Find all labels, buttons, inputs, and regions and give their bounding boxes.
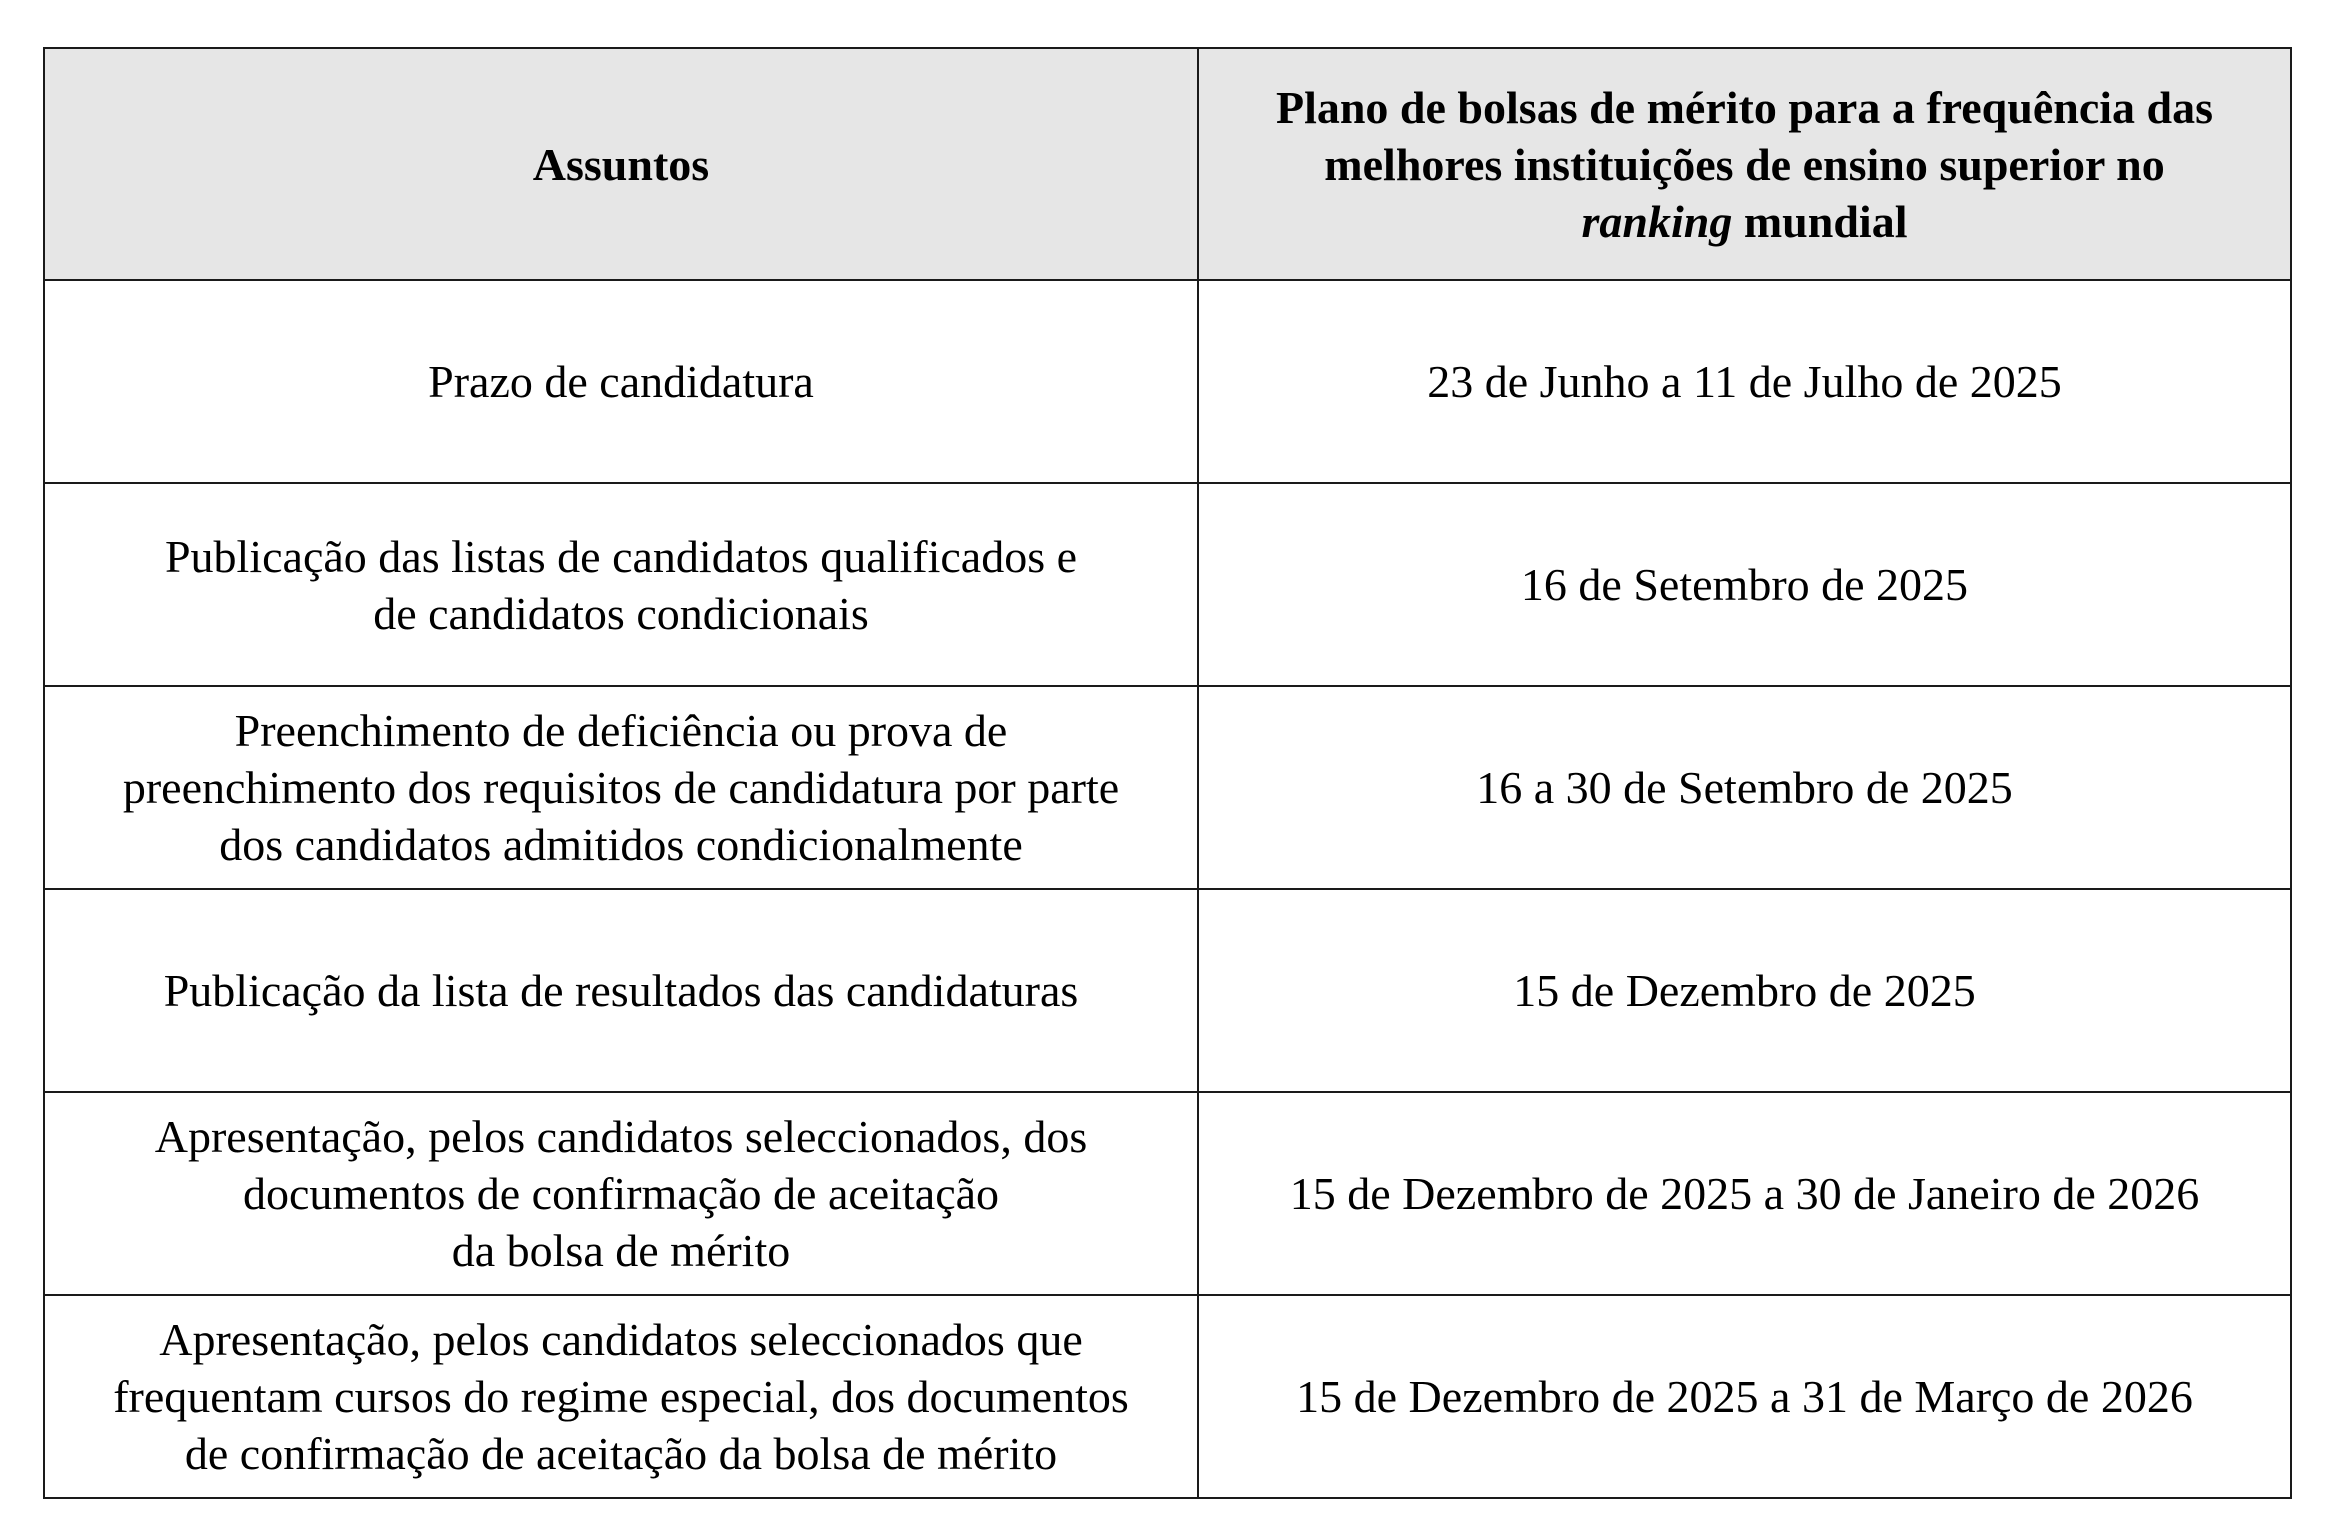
header-plan-line: melhores instituições de ensino superior no <box>1324 138 2165 190</box>
table-row <box>44 280 2291 483</box>
subject-line: Preenchimento de deficiência ou prova de <box>234 705 1008 756</box>
subject-cell <box>44 686 1198 889</box>
header-plan-tail: mundial <box>1732 195 1908 247</box>
date-text: 15 de Dezembro de 2025 a 30 de Janeiro de 2026 <box>1289 1168 2200 1219</box>
header-subjects <box>44 48 1198 280</box>
schedule-table <box>43 47 2292 1499</box>
subject-line: Prazo de candidatura <box>428 356 814 407</box>
subject-line: frequentam cursos do regime especial, dos documentos <box>113 1371 1129 1422</box>
table-row <box>44 1092 2291 1295</box>
date-cell <box>1198 280 2291 483</box>
header-plan-line: Plano de bolsas de mérito para a frequência das <box>1275 81 2214 133</box>
header-plan-italic-word: ranking <box>1581 195 1733 247</box>
subject-cell <box>44 280 1198 483</box>
date-text: 16 de Setembro de 2025 <box>1520 559 1969 610</box>
subject-cell <box>44 483 1198 686</box>
subject-line: Publicação da lista de resultados das candidaturas <box>163 965 1079 1016</box>
header-row <box>44 48 2291 280</box>
header-scholarship-plan <box>1198 48 2291 280</box>
date-cell <box>1198 483 2291 686</box>
subject-cell <box>44 1092 1198 1295</box>
table-row <box>44 1295 2291 1498</box>
date-cell <box>1198 889 2291 1092</box>
subject-cell <box>44 889 1198 1092</box>
subject-line: Apresentação, pelos candidatos seleccionados, dos <box>154 1111 1088 1162</box>
date-cell <box>1198 1295 2291 1498</box>
subject-line: Apresentação, pelos candidatos seleccionados que <box>159 1314 1083 1365</box>
date-text: 15 de Dezembro de 2025 a 31 de Março de 2026 <box>1296 1371 2193 1422</box>
subject-cell <box>44 1295 1198 1498</box>
date-cell <box>1198 1092 2291 1295</box>
subject-line: de candidatos condicionais <box>373 587 869 639</box>
subject-line: preenchimento dos requisitos de candidatura por parte <box>122 762 1120 813</box>
date-text: 15 de Dezembro de 2025 <box>1513 965 1976 1016</box>
subject-line: Publicação das listas de candidatos qualificados e <box>164 530 1078 582</box>
header-plan-line-last <box>1223 193 2266 250</box>
subject-line: de confirmação de aceitação da bolsa de mérito <box>184 1428 1058 1479</box>
table-row <box>44 889 2291 1092</box>
subject-line: da bolsa de mérito <box>451 1225 791 1276</box>
subject-line: dos candidatos admitidos condicionalmente <box>219 819 1023 870</box>
date-cell <box>1198 686 2291 889</box>
date-text: 23 de Junho a 11 de Julho de 2025 <box>1427 356 2062 407</box>
subject-line: documentos de confirmação de aceitação <box>242 1168 1000 1219</box>
header-subjects-label: Assuntos <box>532 138 710 190</box>
date-text: 16 a 30 de Setembro de 2025 <box>1476 762 2013 813</box>
table-row <box>44 686 2291 889</box>
table-row <box>44 483 2291 686</box>
